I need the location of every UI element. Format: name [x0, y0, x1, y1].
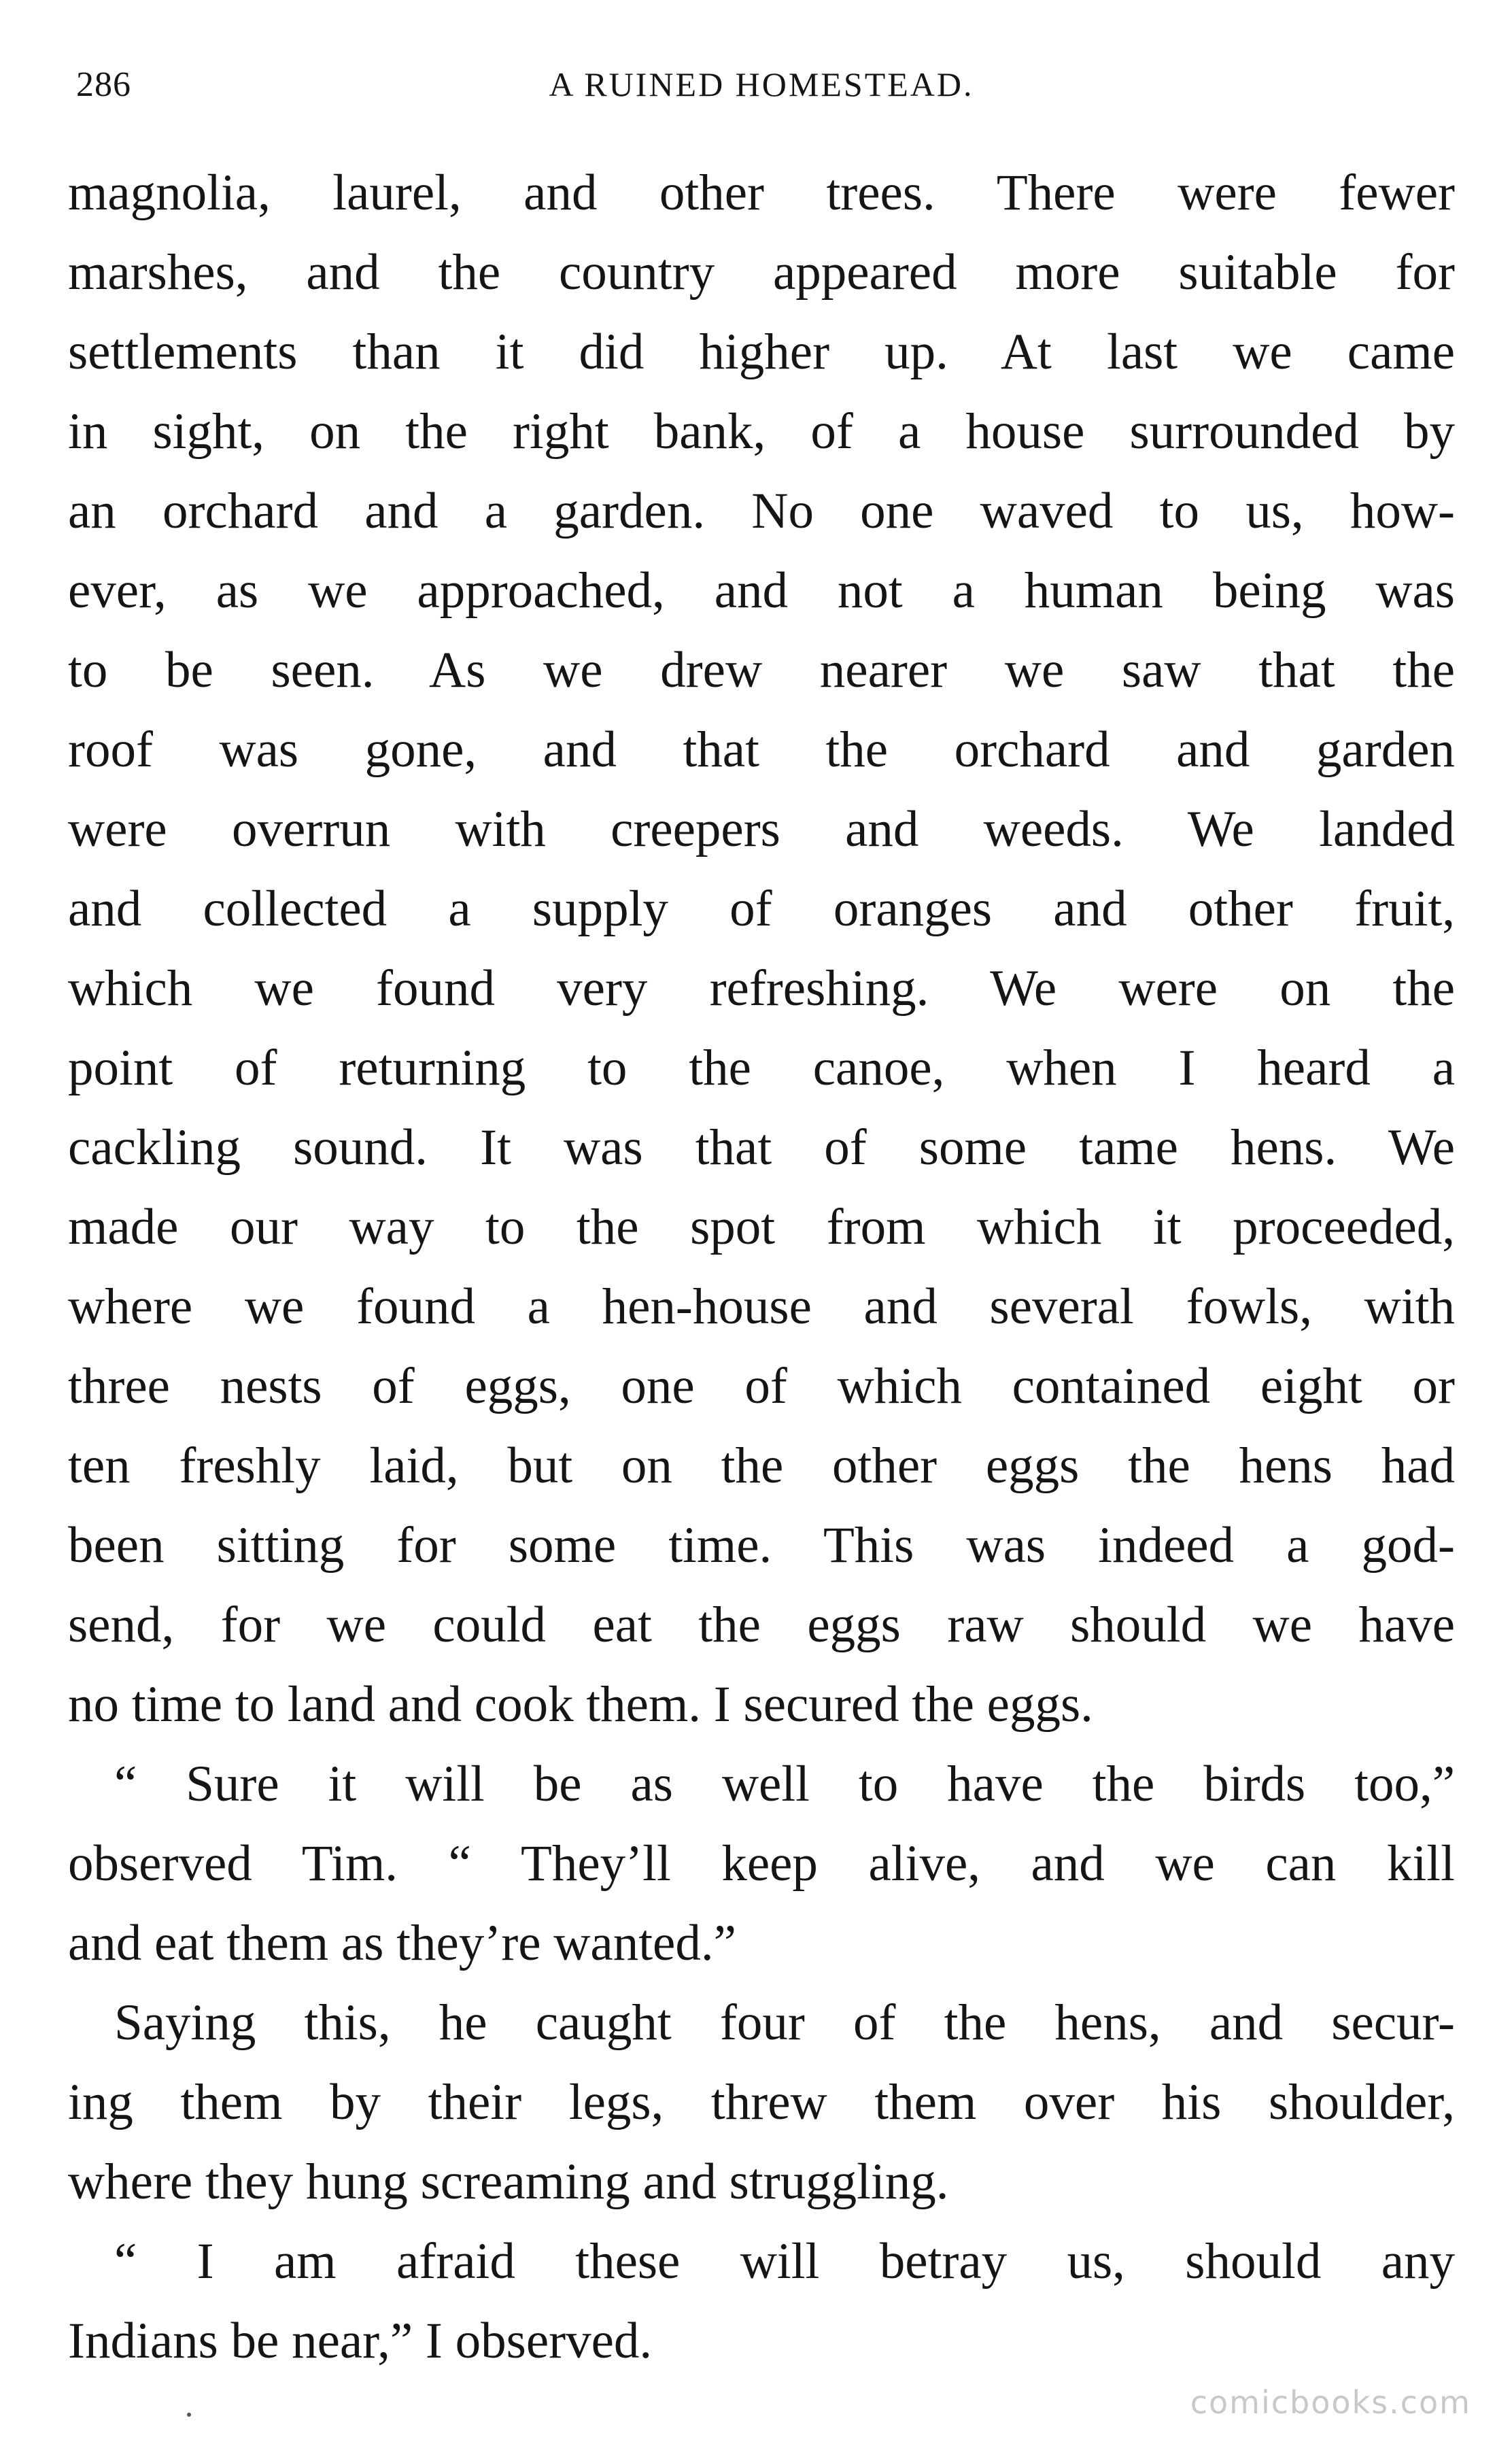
paragraph: [68, 1983, 1455, 2222]
text-line: send, for we could eat the eggs raw should we have: [68, 1597, 1455, 1653]
text-line: been sitting for some time. This was indeed a god-: [68, 1517, 1455, 1574]
text-line: roof was gone, and that the orchard and garden: [68, 721, 1455, 778]
text-line: ten freshly laid, but on the other eggs the hens had: [68, 1438, 1455, 1494]
text-line: settlements than it did higher up. At last we came: [68, 324, 1455, 380]
text-line: cackling sound. It was that of some tame hens. We: [68, 1119, 1455, 1176]
text-line: point of returning to the canoe, when I heard a: [68, 1040, 1455, 1096]
text-line: “ Sure it will be as well to have the birds too,”: [114, 1756, 1455, 1812]
text-line: made our way to the spot from which it proceeded,: [68, 1199, 1455, 1255]
paragraph: [68, 2222, 1455, 2381]
text-line: Indians be near,” I observed.: [68, 2313, 653, 2369]
body-text: [68, 153, 1455, 2381]
text-line: “ I am afraid these will betray us, should any: [114, 2233, 1455, 2290]
text-line: observed Tim. “ They’ll keep alive, and we can kill: [68, 1835, 1455, 1892]
text-line: and collected a supply of oranges and other fruit,: [68, 881, 1455, 937]
page-number: 286: [76, 65, 131, 104]
text-line: in sight, on the right bank, of a house surrounded by: [68, 403, 1455, 460]
text-line: and eat them as they’re wanted.”: [68, 1915, 736, 1971]
print-speck: [187, 2413, 191, 2417]
text-line: which we found very refreshing. We were on the: [68, 960, 1455, 1017]
text-line: marshes, and the country appeared more suitable for: [68, 244, 1455, 301]
text-line: Saying this, he caught four of the hens, and secur-: [114, 1994, 1455, 2051]
text-line: magnolia, laurel, and other trees. There were fewer: [68, 165, 1455, 221]
text-line: were overrun with creepers and weeds. We landed: [68, 801, 1455, 857]
text-line: to be seen. As we drew nearer we saw that the: [68, 642, 1455, 698]
text-line: an orchard and a garden. No one waved to us, how-: [68, 483, 1455, 539]
running-head: A RUINED HOMESTEAD.: [549, 65, 974, 103]
text-line: where they hung screaming and struggling.: [68, 2154, 949, 2210]
paragraph: [68, 1744, 1455, 1983]
text-line: three nests of eggs, one of which contained eight or: [68, 1358, 1455, 1414]
text-line: ing them by their legs, threw them over his shoulder,: [68, 2074, 1455, 2130]
text-line: no time to land and cook them. I secured the eggs.: [68, 1676, 1093, 1733]
paragraph: [68, 153, 1455, 1744]
page-header: [68, 65, 1455, 112]
watermark: comicbooks.com: [1190, 2384, 1471, 2421]
text-line: where we found a hen-house and several fowls, with: [68, 1278, 1455, 1335]
text-line: ever, as we approached, and not a human being was: [68, 562, 1455, 619]
